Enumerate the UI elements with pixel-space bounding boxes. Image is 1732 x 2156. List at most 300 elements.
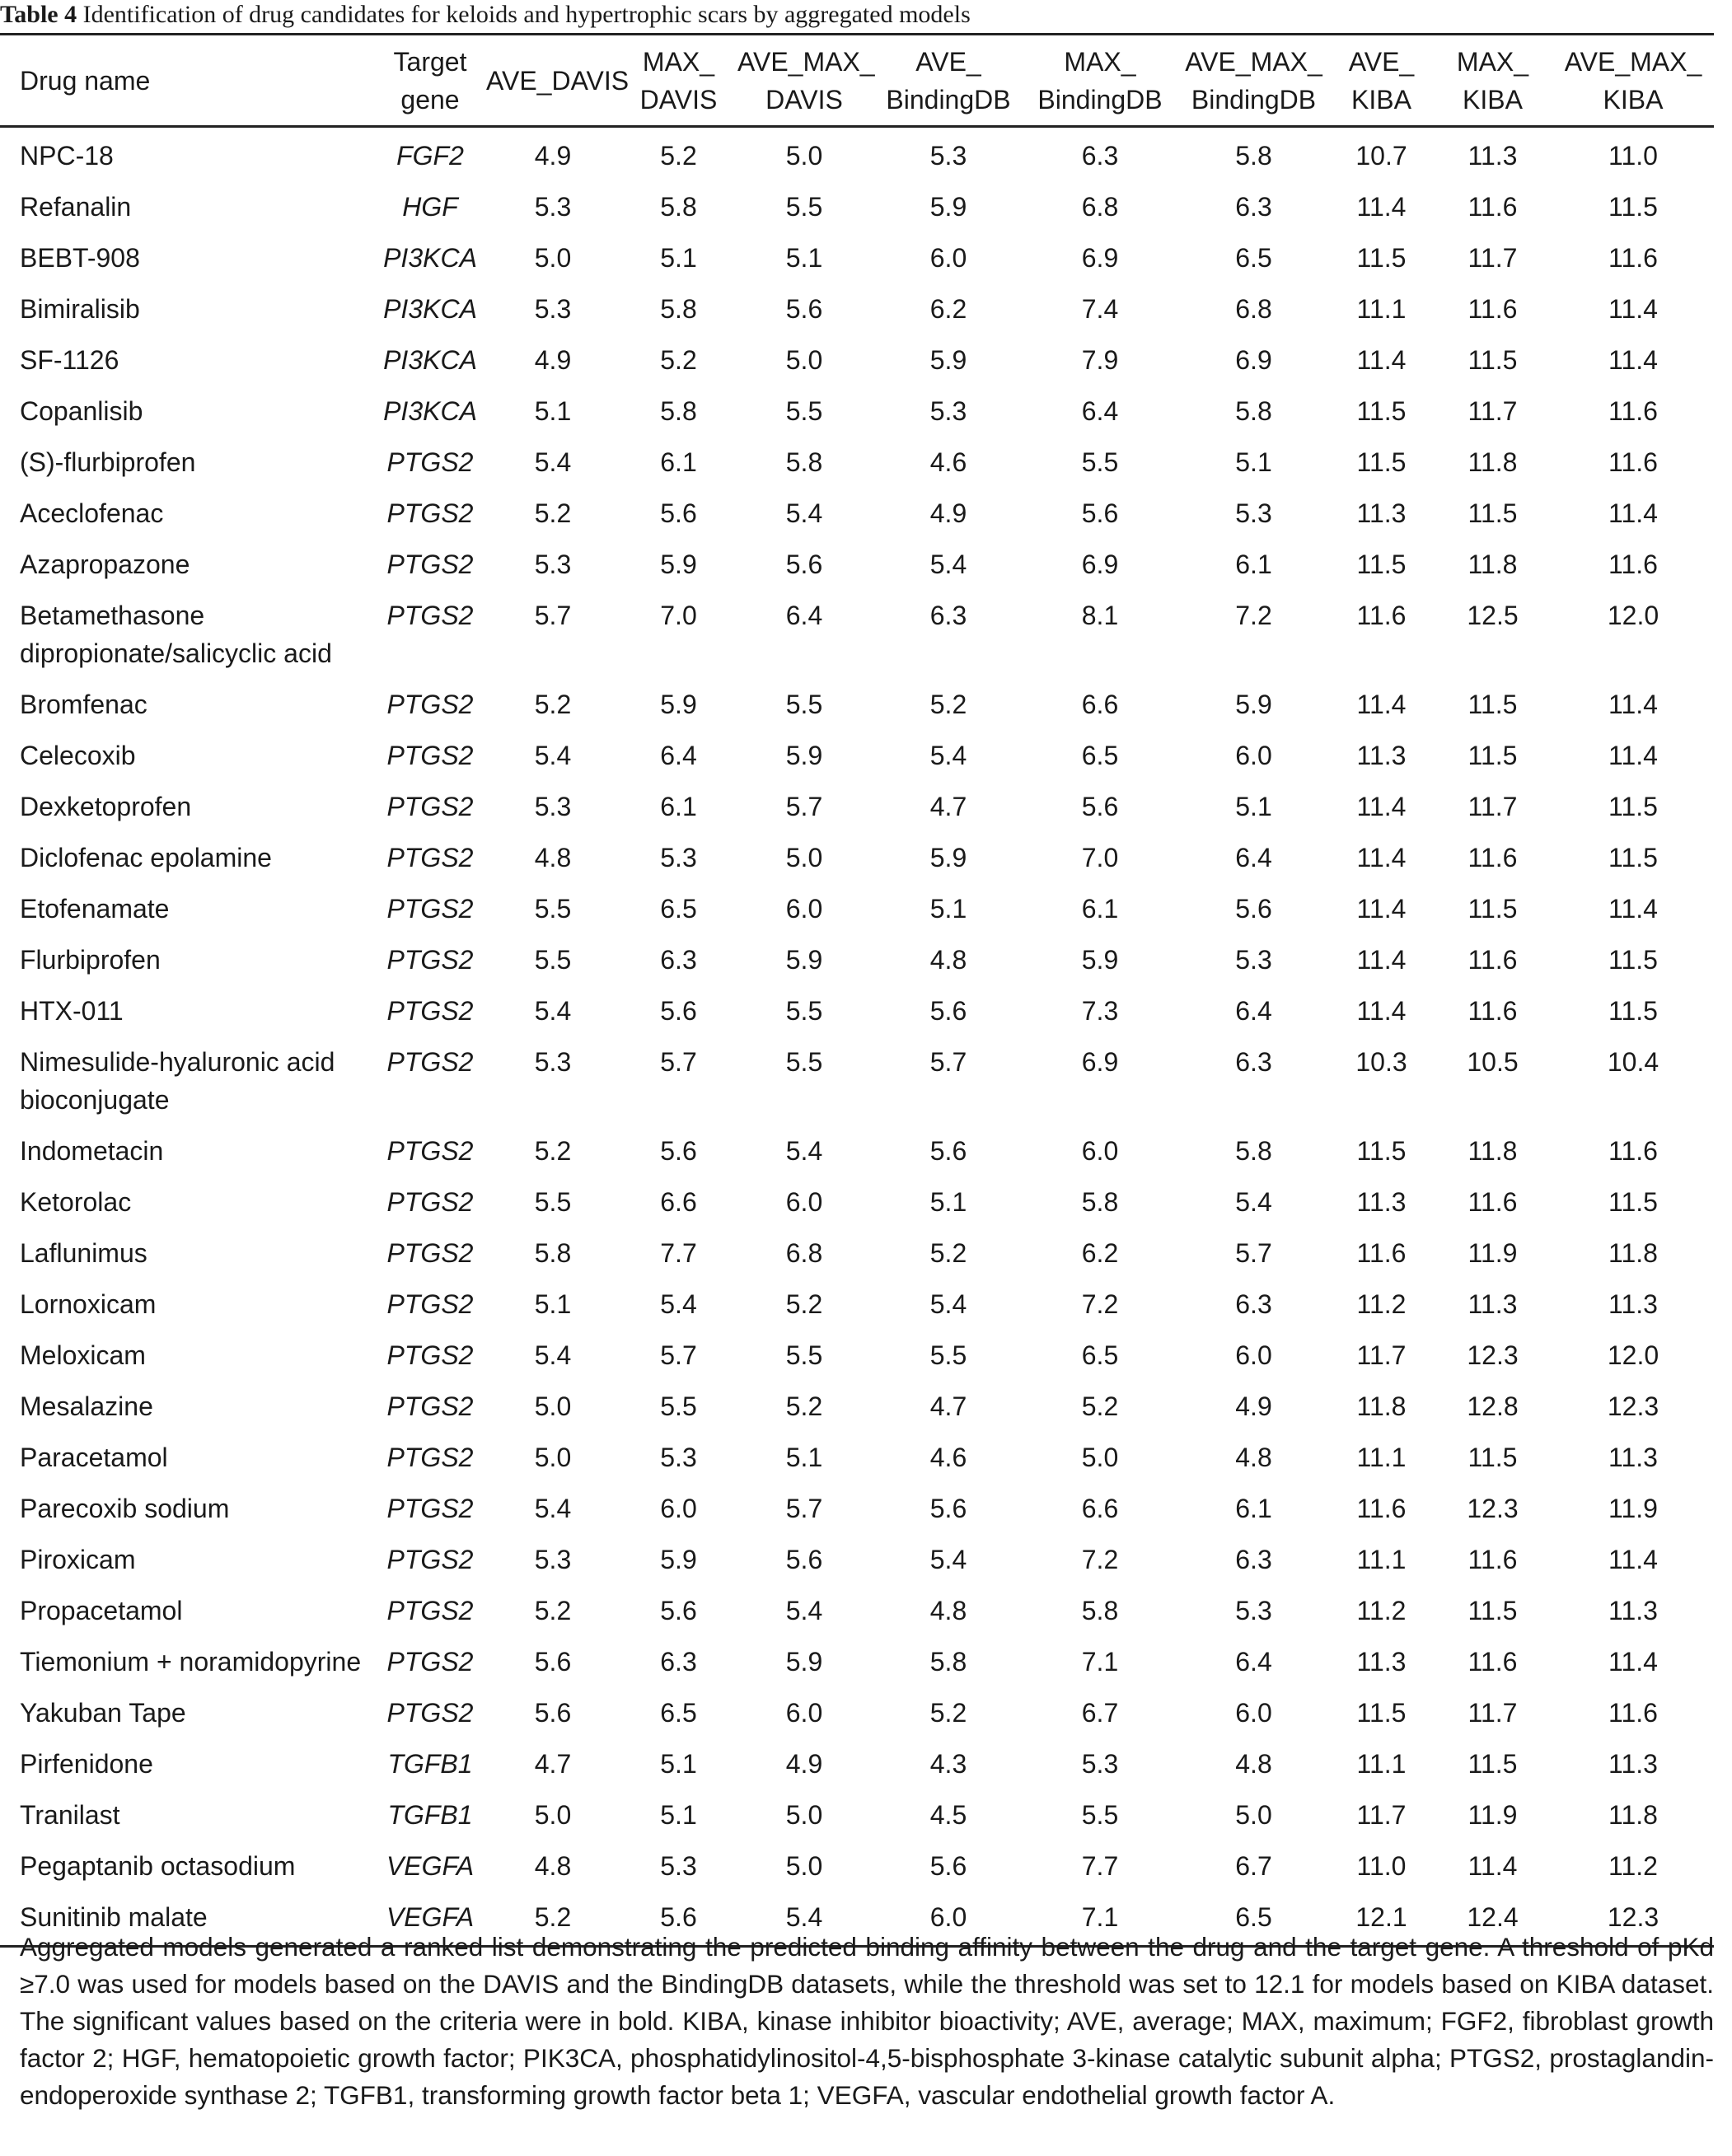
table-row: [0, 179, 1714, 230]
value-cell: 4.3: [929, 1749, 967, 1779]
value-cell: 12.1: [1330, 1889, 1433, 1947]
target-gene-cell: PI3KCA: [383, 345, 477, 375]
value-cell: 6.4: [1235, 996, 1272, 1026]
value-cell: 11.6: [1468, 294, 1518, 324]
value-cell: 5.9: [660, 690, 697, 719]
table-row: [0, 1787, 1714, 1838]
value-cell: 11.4: [1356, 996, 1407, 1026]
table-row: [0, 1583, 1714, 1634]
value-cell: 11.4: [1608, 345, 1658, 375]
value-cell: 11.6: [1608, 396, 1658, 426]
table-row: [0, 1634, 1714, 1685]
value-cell: 11.5: [1468, 741, 1518, 770]
value-cell: 6.6: [660, 1187, 697, 1217]
target-gene-cell: PI3KCA: [383, 396, 477, 426]
value-cell: 6.8: [1235, 294, 1272, 324]
value-cell: 5.6: [660, 996, 697, 1026]
value-cell: 4.9: [534, 345, 572, 375]
drug-name-cell: Tiemonium + noramidopyrine: [20, 1647, 362, 1677]
value-cell: 4.9: [534, 141, 572, 171]
header-ave-bindingdb: AVE_ BindingDB: [874, 35, 1023, 127]
drug-name-cell: NPC-18: [20, 141, 114, 171]
value-cell: 5.5: [785, 1340, 823, 1370]
value-cell: 5.5: [785, 690, 823, 719]
value-cell: 11.5: [1356, 1698, 1407, 1728]
value-cell: 10.4: [1607, 1047, 1659, 1077]
value-cell: 5.7: [534, 601, 572, 630]
target-gene-cell: VEGFA: [377, 1889, 483, 1947]
value-cell: 11.3: [1356, 741, 1407, 770]
value-cell: 5.5: [1081, 1800, 1119, 1830]
value-cell: 5.2: [1081, 1391, 1119, 1421]
value-cell: 5.9: [929, 345, 967, 375]
value-cell: 5.4: [1235, 1187, 1272, 1217]
value-cell: 5.4: [660, 1289, 697, 1319]
drug-name-cell: Indometacin: [20, 1136, 164, 1166]
value-cell: 5.6: [785, 550, 823, 579]
value-cell: 7.0: [660, 601, 697, 630]
value-cell: 5.0: [1081, 1443, 1119, 1472]
target-gene-cell: PTGS2: [386, 1647, 474, 1677]
value-cell: 4.8: [929, 945, 967, 975]
value-cell: 6.3: [1235, 1289, 1272, 1319]
value-cell: 5.5: [785, 192, 823, 222]
value-cell: 5.2: [534, 1596, 572, 1625]
value-cell: 6.9: [1081, 550, 1119, 579]
value-cell: 6.0: [785, 1698, 823, 1728]
value-cell: 6.2: [1081, 1238, 1119, 1268]
header-target-gene: Target gene: [377, 35, 483, 127]
value-cell: 11.9: [1468, 1800, 1518, 1830]
table-row: [0, 1480, 1714, 1532]
target-gene-cell: PTGS2: [386, 550, 474, 579]
target-gene-cell: TGFB1: [387, 1800, 473, 1830]
drug-name-cell: Azapropazone: [20, 550, 190, 579]
drug-name-cell: Flurbiprofen: [20, 945, 161, 975]
value-cell: 7.4: [1081, 294, 1119, 324]
value-cell: 5.9: [1235, 690, 1272, 719]
value-cell: 5.1: [1235, 792, 1272, 821]
drug-name-cell: Nimesulide-hyaluronic acid bioconjugate: [20, 1047, 335, 1115]
table-row: [0, 332, 1714, 383]
table-body: [0, 127, 1714, 1947]
target-gene-cell: PTGS2: [386, 1136, 474, 1166]
drug-name-cell: Propacetamol: [20, 1596, 183, 1625]
value-cell: 11.1: [1356, 1443, 1407, 1472]
target-gene-cell: HGF: [402, 192, 458, 222]
target-gene-cell: PTGS2: [386, 1289, 474, 1319]
value-cell: 11.8: [1608, 1238, 1658, 1268]
value-cell: 5.1: [929, 894, 967, 924]
value-cell: 7.0: [1081, 843, 1119, 872]
header-ave-max-bindingdb: AVE_MAX_ BindingDB: [1177, 35, 1330, 127]
value-cell: 11.3: [1608, 1443, 1658, 1472]
drug-name-cell: Betamethasone dipropionate/salicyclic acid: [20, 601, 332, 668]
target-gene-cell: PTGS2: [386, 792, 474, 821]
value-cell: 5.6: [1081, 792, 1119, 821]
value-cell: 5.6: [929, 1494, 967, 1523]
value-cell: 11.6: [1356, 1494, 1407, 1523]
value-cell: 5.4: [534, 1494, 572, 1523]
value-cell: 10.5: [1467, 1047, 1519, 1077]
value-cell: 5.5: [660, 1391, 697, 1421]
drug-name-cell: Yakuban Tape: [20, 1698, 186, 1728]
value-cell: 6.4: [660, 741, 697, 770]
value-cell: 11.4: [1356, 792, 1407, 821]
target-gene-cell: PTGS2: [386, 498, 474, 528]
value-cell: 6.0: [874, 1889, 1023, 1947]
drug-name-cell: Etofenamate: [20, 894, 170, 924]
value-cell: 5.9: [785, 1647, 823, 1677]
value-cell: 6.0: [1235, 741, 1272, 770]
drug-name-cell: Diclofenac epolamine: [20, 843, 272, 872]
value-cell: 11.5: [1608, 996, 1658, 1026]
value-cell: 6.3: [1081, 141, 1119, 171]
value-cell: 11.6: [1356, 1238, 1407, 1268]
value-cell: 11.7: [1468, 243, 1518, 273]
header-ave-kiba: AVE_ KIBA: [1330, 35, 1433, 127]
value-cell: 11.3: [1356, 498, 1407, 528]
value-cell: 5.8: [534, 1238, 572, 1268]
target-gene-cell: PTGS2: [386, 945, 474, 975]
header-ave-max-davis: AVE_MAX_ DAVIS: [734, 35, 874, 127]
value-cell: 5.3: [534, 550, 572, 579]
value-cell: 11.6: [1468, 945, 1518, 975]
value-cell: 10.7: [1355, 141, 1407, 171]
value-cell: 6.0: [1081, 1136, 1119, 1166]
value-cell: 5.6: [785, 294, 823, 324]
value-cell: 7.2: [1081, 1545, 1119, 1574]
value-cell: 11.5: [1468, 1596, 1518, 1625]
value-cell: 5.8: [785, 447, 823, 477]
value-cell: 7.9: [1081, 345, 1119, 375]
target-gene-cell: PTGS2: [386, 1187, 474, 1217]
value-cell: 11.5: [1608, 792, 1658, 821]
value-cell: 11.5: [1468, 894, 1518, 924]
table-row: [0, 932, 1714, 983]
value-cell: 7.7: [1081, 1851, 1119, 1881]
header-max-bindingdb: MAX_ BindingDB: [1023, 35, 1177, 127]
value-cell: 7.1: [1023, 1889, 1177, 1947]
target-gene-cell: PTGS2: [386, 690, 474, 719]
value-cell: 5.0: [534, 1443, 572, 1472]
table-footnote: Aggregated models generated a ranked list demonstrating the predicted binding affinity between the drug and the target gene. A threshold of pKd ≥7.0 was used for models based on the DAVIS and the BindingDB datasets, while the threshold was set to 12.1 for models based on KIBA dataset. The significant values based on the criteria were in bold. KIBA, kinase inhibitor bioactivity; AVE, average; MAX, maximum; FGF2, fibroblast growth factor 2; HGF, hematopoietic growth factor; PIK3CA, phosphatidylinositol-4,5-bisphosphate 3-kinase catalytic subunit alpha; PTGS2, prostaglandin-endoperoxide synthase 2; TGFB1, transforming growth factor beta 1; VEGFA, vascular endothelial growth factor A.: [20, 1932, 1714, 2110]
target-gene-cell: PTGS2: [386, 1596, 474, 1625]
table-row: [0, 1123, 1714, 1174]
value-cell: 11.2: [1356, 1289, 1407, 1319]
value-cell: 5.8: [660, 294, 697, 324]
value-cell: 5.8: [660, 192, 697, 222]
value-cell: 11.7: [1468, 396, 1518, 426]
value-cell: 5.6: [785, 1545, 823, 1574]
value-cell: 5.0: [534, 1391, 572, 1421]
value-cell: 11.2: [1356, 1596, 1407, 1625]
value-cell: 11.8: [1468, 550, 1518, 579]
value-cell: 12.3: [1607, 1391, 1659, 1421]
value-cell: 11.6: [1608, 1136, 1658, 1166]
header-max-kiba: MAX_ KIBA: [1433, 35, 1552, 127]
value-cell: 11.3: [1468, 1289, 1518, 1319]
drug-name-cell: Sunitinib malate: [0, 1889, 377, 1947]
value-cell: 5.6: [660, 1596, 697, 1625]
value-cell: 6.0: [929, 243, 967, 273]
table-row: [0, 1532, 1714, 1583]
value-cell: 5.3: [929, 396, 967, 426]
value-cell: 11.3: [1356, 1187, 1407, 1217]
value-cell: 4.8: [929, 1596, 967, 1625]
value-cell: 5.3: [534, 792, 572, 821]
value-cell: 6.6: [1081, 1494, 1119, 1523]
value-cell: 4.6: [929, 447, 967, 477]
table-row: [0, 1685, 1714, 1736]
value-cell: 6.0: [785, 894, 823, 924]
drug-name-cell: Celecoxib: [20, 741, 136, 770]
value-cell: 5.5: [534, 1187, 572, 1217]
value-cell: 11.1: [1356, 1749, 1407, 1779]
value-cell: 11.4: [1468, 1851, 1518, 1881]
value-cell: 11.0: [1608, 141, 1658, 171]
drug-name-cell: Bromfenac: [20, 690, 147, 719]
value-cell: 11.4: [1608, 294, 1658, 324]
target-gene-cell: PTGS2: [386, 1340, 474, 1370]
value-cell: 5.4: [929, 550, 967, 579]
value-cell: 5.3: [534, 294, 572, 324]
drug-name-cell: Mesalazine: [20, 1391, 153, 1421]
value-cell: 11.4: [1608, 894, 1658, 924]
value-cell: 4.5: [929, 1800, 967, 1830]
table-label: Table 4: [0, 1, 77, 28]
value-cell: 7.1: [1081, 1647, 1119, 1677]
target-gene-cell: PTGS2: [386, 1443, 474, 1472]
value-cell: 5.1: [660, 1749, 697, 1779]
table-row: [0, 1327, 1714, 1378]
value-cell: 5.2: [785, 1289, 823, 1319]
value-cell: 5.1: [1235, 447, 1272, 477]
drug-name-cell: Copanlisib: [20, 396, 143, 426]
drug-name-cell: Laflunimus: [20, 1238, 147, 1268]
value-cell: 11.0: [1356, 1851, 1407, 1881]
table-row: [0, 434, 1714, 485]
value-cell: 5.0: [785, 141, 823, 171]
table-row: [0, 587, 1714, 676]
value-cell: 6.0: [660, 1494, 697, 1523]
value-cell: 5.5: [785, 996, 823, 1026]
header-ave-max-kiba: AVE_MAX_ KIBA: [1552, 35, 1714, 127]
table-row: [0, 281, 1714, 332]
value-cell: 5.1: [785, 243, 823, 273]
value-cell: 6.3: [660, 945, 697, 975]
target-gene-cell: PTGS2: [386, 1391, 474, 1421]
value-cell: 11.7: [1468, 792, 1518, 821]
value-cell: 4.7: [929, 792, 967, 821]
value-cell: 5.6: [660, 498, 697, 528]
value-cell: 5.3: [660, 843, 697, 872]
value-cell: 11.5: [1608, 945, 1658, 975]
table-row: [0, 676, 1714, 727]
value-cell: 5.3: [1235, 498, 1272, 528]
value-cell: 6.7: [1235, 1851, 1272, 1881]
value-cell: 6.0: [1235, 1340, 1272, 1370]
drug-name-cell: BEBT-908: [20, 243, 140, 273]
value-cell: 11.7: [1356, 1340, 1407, 1370]
value-cell: 6.1: [660, 792, 697, 821]
value-cell: 11.8: [1468, 447, 1518, 477]
value-cell: 11.7: [1468, 1698, 1518, 1728]
value-cell: 5.1: [929, 1187, 967, 1217]
value-cell: 5.8: [929, 1647, 967, 1677]
target-gene-cell: FGF2: [396, 141, 464, 171]
drug-name-cell: (S)-flurbiprofen: [20, 447, 196, 477]
value-cell: 6.5: [1081, 1340, 1119, 1370]
target-gene-cell: PTGS2: [386, 1494, 474, 1523]
drug-name-cell: Dexketoprofen: [20, 792, 192, 821]
target-gene-cell: PI3KCA: [383, 243, 477, 273]
value-cell: 5.0: [785, 843, 823, 872]
value-cell: 6.3: [660, 1647, 697, 1677]
header-max-davis: MAX_ DAVIS: [623, 35, 734, 127]
target-gene-cell: PTGS2: [386, 1545, 474, 1574]
value-cell: 4.9: [929, 498, 967, 528]
drug-name-cell: Lornoxicam: [20, 1289, 157, 1319]
value-cell: 6.3: [1235, 192, 1272, 222]
value-cell: 11.3: [1468, 141, 1518, 171]
table-title: Identification of drug candidates for keloids and hypertrophic scars by aggregated models: [82, 1, 971, 28]
value-cell: 5.1: [534, 396, 572, 426]
value-cell: 5.3: [929, 141, 967, 171]
value-cell: 11.6: [1608, 550, 1658, 579]
value-cell: 11.7: [1356, 1800, 1407, 1830]
value-cell: 4.9: [1235, 1391, 1272, 1421]
value-cell: 11.6: [1608, 243, 1658, 273]
value-cell: 7.7: [660, 1238, 697, 1268]
drug-name-cell: Ketorolac: [20, 1187, 132, 1217]
value-cell: 5.7: [785, 1494, 823, 1523]
value-cell: 6.8: [1081, 192, 1119, 222]
value-cell: 5.7: [785, 792, 823, 821]
value-cell: 5.9: [660, 550, 697, 579]
value-cell: 5.2: [660, 141, 697, 171]
drug-name-cell: SF-1126: [20, 345, 119, 375]
value-cell: 6.1: [1235, 550, 1272, 579]
value-cell: 6.5: [1177, 1889, 1330, 1947]
value-cell: 11.4: [1356, 894, 1407, 924]
value-cell: 11.6: [1468, 843, 1518, 872]
table-row: [0, 127, 1714, 180]
table-row: [0, 1174, 1714, 1225]
value-cell: 11.4: [1608, 690, 1658, 719]
drug-candidates-table: [0, 33, 1714, 1948]
value-cell: 6.5: [660, 1698, 697, 1728]
value-cell: 5.0: [785, 345, 823, 375]
value-cell: 11.1: [1356, 1545, 1407, 1574]
value-cell: 5.4: [785, 1136, 823, 1166]
table-row: [0, 1378, 1714, 1429]
value-cell: 6.3: [1235, 1545, 1272, 1574]
value-cell: 6.8: [785, 1238, 823, 1268]
target-gene-cell: PTGS2: [386, 741, 474, 770]
value-cell: 6.4: [1081, 396, 1119, 426]
value-cell: 6.0: [785, 1187, 823, 1217]
value-cell: 10.3: [1355, 1047, 1407, 1077]
value-cell: 5.6: [1235, 894, 1272, 924]
drug-name-cell: Piroxicam: [20, 1545, 136, 1574]
value-cell: 5.3: [660, 1851, 697, 1881]
value-cell: 5.5: [785, 396, 823, 426]
value-cell: 5.0: [785, 1800, 823, 1830]
value-cell: 11.8: [1356, 1391, 1407, 1421]
value-cell: 5.0: [534, 243, 572, 273]
value-cell: 5.6: [929, 1851, 967, 1881]
value-cell: 6.3: [929, 601, 967, 630]
value-cell: 11.4: [1356, 843, 1407, 872]
value-cell: 5.2: [660, 345, 697, 375]
value-cell: 6.2: [929, 294, 967, 324]
table-header: [0, 35, 1714, 127]
value-cell: 7.2: [1235, 601, 1272, 630]
value-cell: 5.0: [534, 1800, 572, 1830]
value-cell: 5.3: [1081, 1749, 1119, 1779]
value-cell: 11.5: [1356, 243, 1407, 273]
table-row: [0, 485, 1714, 536]
value-cell: 12.0: [1607, 601, 1659, 630]
value-cell: 5.1: [534, 1289, 572, 1319]
table-row: [0, 983, 1714, 1034]
value-cell: 11.6: [1356, 601, 1407, 630]
table-row: [0, 1838, 1714, 1889]
value-cell: 5.5: [929, 1340, 967, 1370]
value-cell: 4.8: [1235, 1443, 1272, 1472]
value-cell: 5.1: [660, 1800, 697, 1830]
value-cell: 11.5: [1356, 396, 1407, 426]
value-cell: 11.6: [1608, 447, 1658, 477]
table-row: [0, 727, 1714, 779]
value-cell: 4.7: [534, 1749, 572, 1779]
value-cell: 11.5: [1468, 1443, 1518, 1472]
table-row: [0, 1225, 1714, 1276]
table-row: [0, 1034, 1714, 1123]
drug-name-cell: HTX-011: [20, 996, 124, 1026]
value-cell: 5.8: [660, 396, 697, 426]
value-cell: 5.8: [1235, 396, 1272, 426]
value-cell: 5.9: [785, 945, 823, 975]
target-gene-cell: PTGS2: [386, 1698, 474, 1728]
value-cell: 5.5: [534, 894, 572, 924]
table-row: [0, 1736, 1714, 1787]
value-cell: 11.8: [1468, 1136, 1518, 1166]
value-cell: 5.6: [660, 1136, 697, 1166]
value-cell: 5.7: [929, 1047, 967, 1077]
value-cell: 6.9: [1235, 345, 1272, 375]
value-cell: 6.6: [1081, 690, 1119, 719]
drug-name-cell: Pegaptanib octasodium: [20, 1851, 296, 1881]
value-cell: 4.7: [929, 1391, 967, 1421]
value-cell: 6.4: [1235, 843, 1272, 872]
value-cell: 6.9: [1081, 243, 1119, 273]
value-cell: 5.1: [660, 243, 697, 273]
value-cell: 12.3: [1467, 1340, 1519, 1370]
value-cell: 11.5: [1608, 1187, 1658, 1217]
value-cell: 11.5: [1468, 345, 1518, 375]
table-caption: [0, 0, 1732, 31]
value-cell: 11.2: [1608, 1851, 1658, 1881]
value-cell: 5.9: [929, 192, 967, 222]
value-cell: 11.5: [1608, 843, 1658, 872]
value-cell: 11.4: [1356, 945, 1407, 975]
value-cell: 11.6: [1468, 996, 1518, 1026]
value-cell: 5.8: [1081, 1596, 1119, 1625]
value-cell: 12.5: [1467, 601, 1519, 630]
drug-name-cell: Pirfenidone: [20, 1749, 153, 1779]
